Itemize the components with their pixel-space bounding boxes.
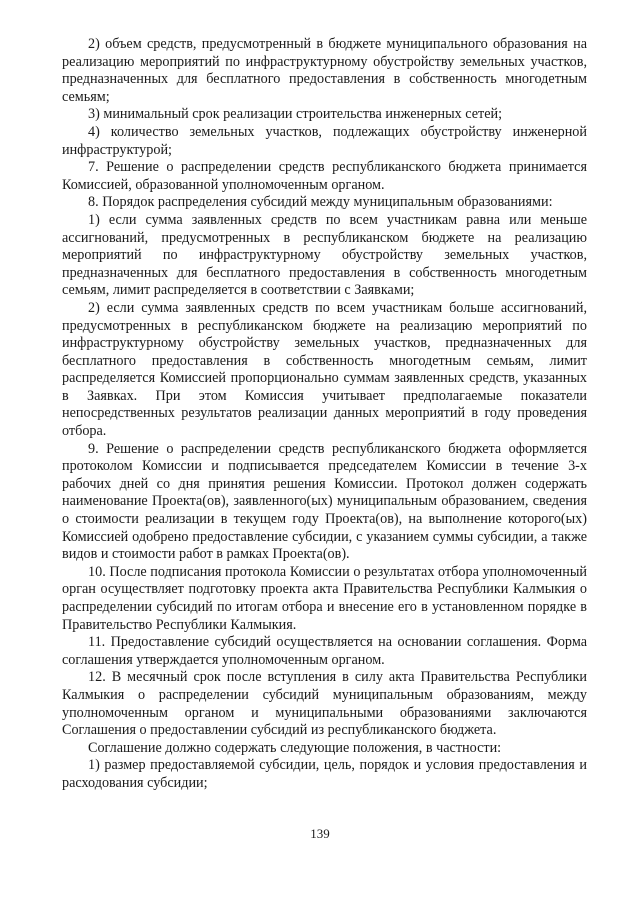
paragraph-item-3-min-term: 3) минимальный срок реализации строительства инженерных сетей; [88,106,503,123]
paragraph-agreement-item-1: 1) размер предоставляемой субсидии, цель, порядок и условия предоставления и расходования субсидии; [62,757,587,791]
paragraph-item-2-budget-volume: 2) объем средств, предусмотренный в бюджете муниципального образования на реализацию мероприятий по инфраструктурному обустройству земельных участков, предназначенных для бесплатного предоставления в собственность многодетным семьям; [62,36,587,105]
paragraph-item-4-land-count: 4) количество земельных участков, подлежащих обустройству инженерной инфраструктурой; [62,123,587,158]
paragraph-section-11: 11. Предоставление субсидий осуществляется на основании соглашения. Форма соглашения утверждается уполномоченным органом. [62,634,587,668]
paragraph-section-8-item-2: 2) если сумма заявленных средств по всем участникам больше ассигнований, предусмотренных в республиканском бюджете на реализацию мероприятий по инфраструктурному обустройству земельных участков, предназначенных для бесплатного предоставления в собственность многодетным семьям, лимит распределяется Комиссией пропорционально суммам заявленных средств, указанных в Заявках. При этом Комиссия учитывает предполагаемые показатели непосредственных результатов реализации данных мероприятий в году проведения отбора. [62,299,587,440]
paragraph-section-8-item-1: 1) если сумма заявленных средств по всем участникам равна или меньше ассигнований, предусмотренных в республиканском бюджете на реализацию мероприятий по инфраструктурному обустройству земельных участков, предназначенных для бесплатного предоставления в собственность многодетным семьям, лимит распределяется в соответствии с Заявками; [62,211,587,299]
paragraph-section-12: 12. В месячный срок после вступления в силу акта Правительства Республики Калмыкия о распределении субсидий муниципальным образованиям, между уполномоченным органом и муниципальными образованиями заключаются Соглашения о предоставлении субсидий из республиканского бюджета. [62,669,587,739]
paragraph-section-10: 10. После подписания протокола Комиссии о результатах отбора уполномоченный орган осуществляет подготовку проекта акта Правительства Республики Калмыкия о распределении субсидий по итогам отбора и внесение его в установленном порядке в Правительство Республики Калмыкия. [62,563,587,633]
document-page [62,36,587,793]
paragraph-section-7: 7. Решение о распределении средств республиканского бюджета принимается Комиссией, образованной уполномоченным органом. [62,159,587,193]
paragraph-section-8: 8. Порядок распределения субсидий между муниципальным образованиями: [88,194,553,211]
paragraph-agreement-intro: Соглашение должно содержать следующие положения, в частности: [88,739,502,756]
page-number: 139 [310,826,330,841]
paragraph-section-9: 9. Решение о распределении средств республиканского бюджета оформляется протоколом Комиссии и подписывается председателем Комиссии в течение 3-х рабочих дней со дня принятия решения Комиссии. Протокол должен содержать наименование Проекта(ов), заявленного(ых) муниципальным образованием, сведения о стоимости реализации в текущем году Проекта(ов), на выполнение которого(ых) Комиссией одобрено предоставление субсидии, с указанием суммы субсидии, а также видов и стоимости работ в рамках Проекта(ов). [62,440,587,563]
